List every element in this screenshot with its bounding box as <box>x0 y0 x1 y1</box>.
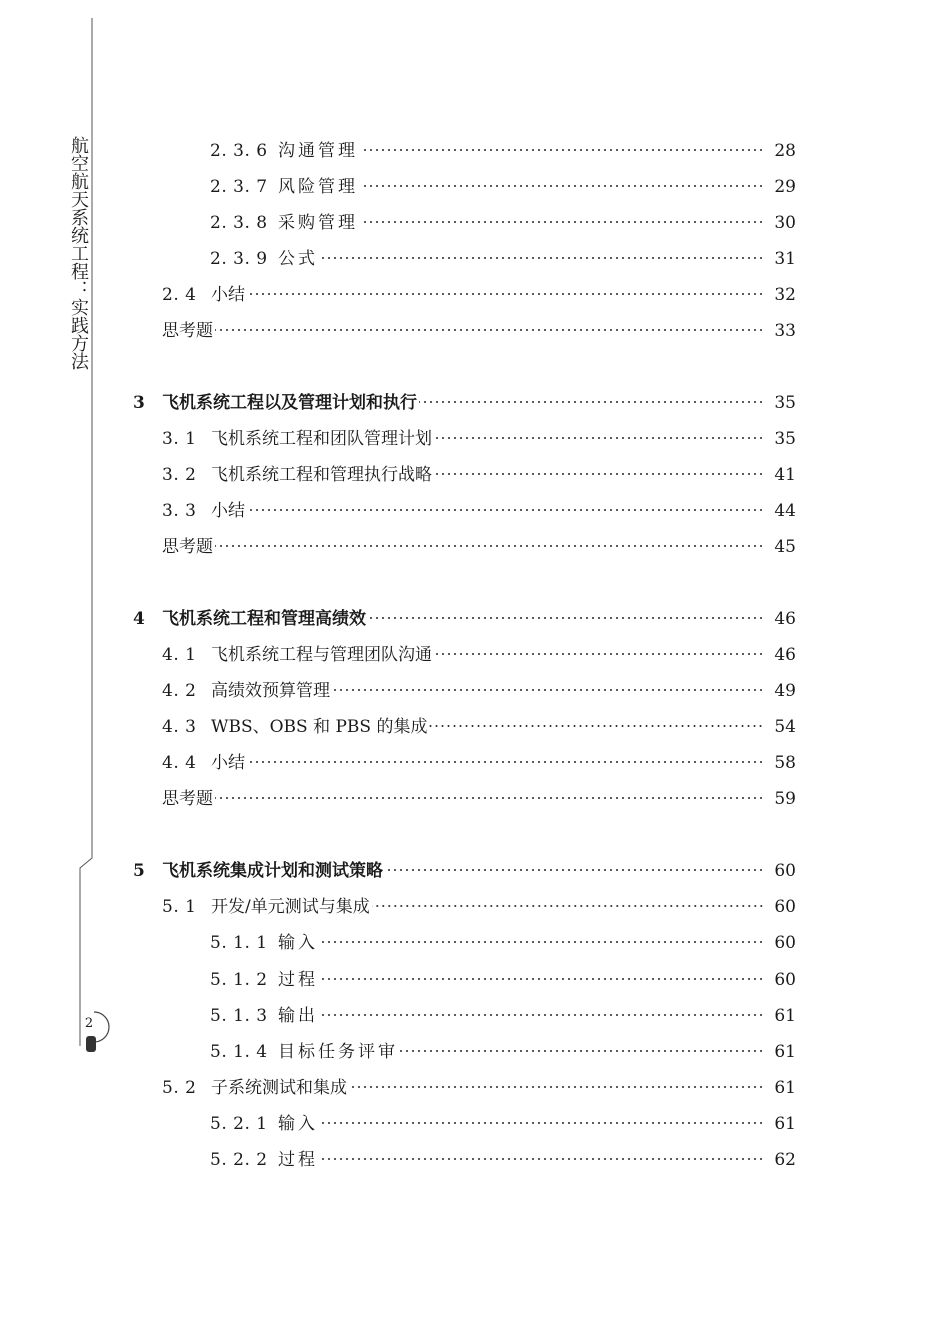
dot-leader <box>332 689 764 691</box>
toc-entry-number: 4. 1 <box>162 645 197 665</box>
toc-entry-number: 5. 2. 1 <box>210 1114 268 1134</box>
dot-leader <box>419 401 764 403</box>
toc-entry-number: 4. 2 <box>162 681 197 701</box>
toc-entry-page: 49 <box>774 681 796 701</box>
toc-entry[interactable] <box>210 136 796 160</box>
toc-entry[interactable] <box>162 892 796 916</box>
toc-entry-title: 子系统测试和集成 <box>211 1078 347 1098</box>
toc-entry-number: 2. 4 <box>162 285 197 305</box>
dot-leader <box>320 978 764 980</box>
toc-entry-page: 62 <box>774 1150 796 1170</box>
toc-entry-number: 3. 1 <box>162 429 197 449</box>
toc-entry[interactable] <box>210 172 796 196</box>
book-title: 航空航天系统工程：实践方法 <box>68 136 89 370</box>
toc-entry-page: 46 <box>774 645 796 665</box>
toc-entry-title: 飞机系统工程和管理执行战略 <box>211 465 432 485</box>
dot-leader <box>360 185 764 187</box>
toc-entry[interactable] <box>162 532 796 556</box>
toc-entry-title: 思考题 <box>162 321 213 341</box>
toc-entry-number: 5. 1. 4 <box>210 1042 268 1062</box>
toc-entry-title: 高绩效预算管理 <box>211 681 330 701</box>
toc-entry[interactable] <box>162 496 796 520</box>
toc-entry[interactable] <box>210 928 796 952</box>
dot-leader <box>368 617 764 619</box>
toc-entry[interactable] <box>162 460 796 484</box>
toc-entry-title: 飞机系统集成计划和测试策略 <box>162 861 383 881</box>
toc-entry-number: 2. 3. 6 <box>210 141 268 161</box>
toc-entry-page: 31 <box>774 249 796 269</box>
toc-entry-title: 过程 <box>278 1150 318 1170</box>
dot-leader <box>434 437 764 439</box>
dot-leader <box>360 149 764 151</box>
dot-leader <box>320 1014 764 1016</box>
toc-entry-title: 飞机系统工程和团队管理计划 <box>211 429 432 449</box>
dot-leader <box>360 221 764 223</box>
dot-leader <box>434 473 764 475</box>
dot-leader <box>385 869 764 871</box>
toc-entry-title: 飞机系统工程与管理团队沟通 <box>211 645 432 665</box>
dot-leader <box>349 1086 764 1088</box>
dot-leader <box>320 1158 764 1160</box>
dot-leader <box>320 1122 764 1124</box>
toc-entry-title: 风险管理 <box>278 177 358 197</box>
toc-entry[interactable] <box>162 748 796 772</box>
toc-entry-title: 小结 <box>211 753 245 773</box>
toc-entry[interactable] <box>133 388 796 412</box>
dot-leader <box>429 725 764 727</box>
toc-entry-number: 2. 3. 9 <box>210 249 268 269</box>
page-number: 2 <box>84 1016 94 1031</box>
toc-entry[interactable] <box>133 604 796 628</box>
toc-entry-title: 飞机系统工程以及管理计划和执行 <box>162 393 417 413</box>
dot-leader <box>215 545 764 547</box>
toc-entry-page: 61 <box>774 1114 796 1134</box>
dot-leader <box>215 797 764 799</box>
dot-leader <box>320 257 764 259</box>
toc-entry-number: 4. 3 <box>162 717 197 737</box>
toc-entry[interactable] <box>210 1109 796 1133</box>
toc-entry[interactable] <box>210 965 796 989</box>
toc-entry[interactable] <box>162 712 796 736</box>
toc-entry-number: 4. 4 <box>162 753 197 773</box>
toc-entry-number: 3. 3 <box>162 501 197 521</box>
toc-entry[interactable] <box>162 784 796 808</box>
toc-entry-page: 60 <box>774 861 796 881</box>
toc-entry[interactable] <box>210 244 796 268</box>
toc-entry-number: 2. 3. 7 <box>210 177 268 197</box>
toc-entry-page: 35 <box>774 429 796 449</box>
toc-entry[interactable] <box>162 316 796 340</box>
dot-leader <box>400 1050 764 1052</box>
toc-entry-number: 5. 1. 2 <box>210 970 268 990</box>
toc-entry-number: 5 <box>133 861 146 881</box>
toc-entry-page: 59 <box>774 789 796 809</box>
toc-entry-number: 5. 1. 3 <box>210 1006 268 1026</box>
toc-entry-number: 3. 2 <box>162 465 197 485</box>
toc-entry-title: 过程 <box>278 970 318 990</box>
toc-entry-page: 61 <box>774 1042 796 1062</box>
toc-entry-title: 输出 <box>278 1006 318 1026</box>
toc-entry-page: 41 <box>774 465 796 485</box>
toc-entry-title: 开发/单元测试与集成 <box>211 897 370 917</box>
dot-leader <box>434 653 764 655</box>
toc-entry-number: 4 <box>133 609 146 629</box>
toc-entry-page: 29 <box>774 177 796 197</box>
toc-entry-title: 小结 <box>211 501 245 521</box>
dot-leader <box>247 761 764 763</box>
toc-entry[interactable] <box>162 1073 796 1097</box>
toc-entry-number: 5. 2 <box>162 1078 197 1098</box>
toc-entry-page: 58 <box>774 753 796 773</box>
dot-leader <box>320 941 764 943</box>
toc-entry-page: 46 <box>774 609 796 629</box>
toc-entry-page: 44 <box>774 501 796 521</box>
toc-entry[interactable] <box>210 208 796 232</box>
dot-leader <box>372 905 764 907</box>
toc-entry[interactable] <box>133 856 796 880</box>
toc-entry-number: 5. 1. 1 <box>210 933 268 953</box>
dot-leader <box>247 293 764 295</box>
toc-entry-title: 沟通管理 <box>278 141 358 161</box>
toc-entry-page: 45 <box>774 537 796 557</box>
toc-entry-title: 思考题 <box>162 537 213 557</box>
toc-entry-title: 输入 <box>278 1114 318 1134</box>
toc-entry-title: 输入 <box>278 933 318 953</box>
toc-entry[interactable] <box>210 1001 796 1025</box>
toc-entry[interactable] <box>162 640 796 664</box>
toc-entry-page: 35 <box>774 393 796 413</box>
toc-entry-number: 5. 2. 2 <box>210 1150 268 1170</box>
toc-entry-title: 思考题 <box>162 789 213 809</box>
toc-entry-title: 飞机系统工程和管理高绩效 <box>162 609 366 629</box>
toc-entry[interactable] <box>162 280 796 304</box>
toc-entry-title: 小结 <box>211 285 245 305</box>
toc-entry-number: 5. 1 <box>162 897 197 917</box>
toc-entry[interactable] <box>210 1037 796 1061</box>
toc-entry-page: 60 <box>774 897 796 917</box>
toc-entry-title: 目标任务评审 <box>278 1042 398 1062</box>
toc-entry-page: 54 <box>774 717 796 737</box>
toc-entry-page: 28 <box>774 141 796 161</box>
toc-entry-page: 61 <box>774 1006 796 1026</box>
toc-entry-page: 32 <box>774 285 796 305</box>
toc-entry-page: 61 <box>774 1078 796 1098</box>
toc-entry-number: 3 <box>133 393 146 413</box>
toc-entry-page: 60 <box>774 933 796 953</box>
toc-entry[interactable] <box>162 424 796 448</box>
toc-entry-title: 公式 <box>278 249 318 269</box>
toc-entry-title: WBS、OBS 和 PBS 的集成 <box>211 717 428 737</box>
toc-entry-number: 2. 3. 8 <box>210 213 268 233</box>
dot-leader <box>215 329 764 331</box>
toc-entry-page: 33 <box>774 321 796 341</box>
toc-entry-page: 60 <box>774 970 796 990</box>
toc-entry[interactable] <box>210 1145 796 1169</box>
toc-entry-title: 采购管理 <box>278 213 358 233</box>
toc-entry[interactable] <box>162 676 796 700</box>
dot-leader <box>247 509 764 511</box>
toc-entry-page: 30 <box>774 213 796 233</box>
